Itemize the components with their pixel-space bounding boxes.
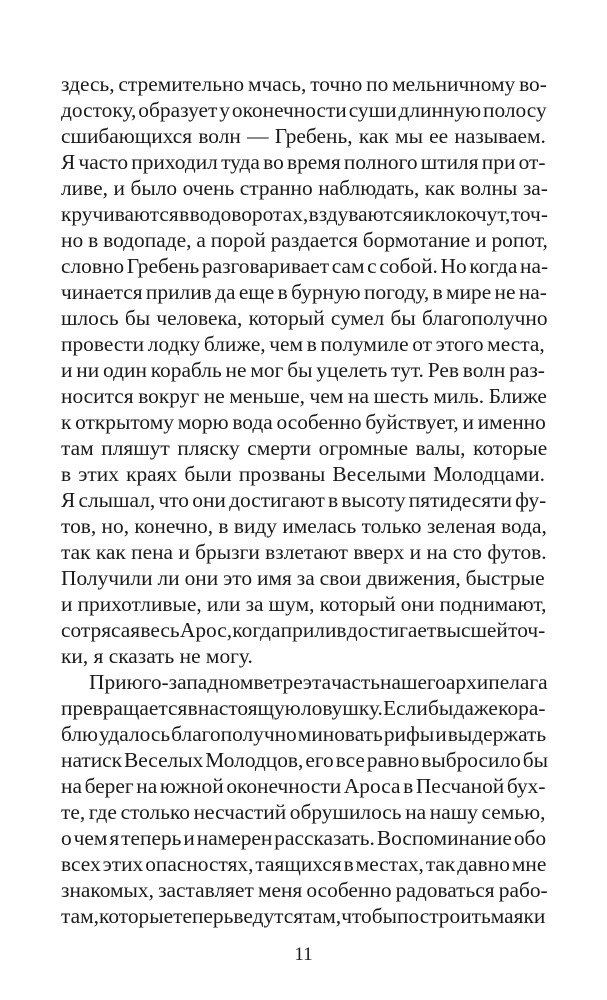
text-line: превращается в настоящую ловушку. Если бы даже кора-	[61, 696, 546, 720]
text-line: там, которые теперь ведутся там, чтобы построить маяки	[61, 904, 546, 928]
text-line: При юго-западном ветре эта часть нашего архипелага	[89, 670, 548, 694]
text-line: ки, я сказать не могу.	[61, 644, 253, 668]
text-line: так как пена и брызги взлетают вверх и на сто футов.	[61, 540, 547, 564]
text-line: сшибающихся волн — Гребень, как мы ее называем.	[61, 124, 546, 148]
text-line: и ни один корабль не мог бы уцелеть тут. Рев волн раз-	[61, 358, 545, 382]
text-line: здесь, стремительно мчась, точно по мельничному во-	[61, 72, 547, 96]
text-line: словно Гребень разговаривает сам с собой. Но когда на-	[61, 254, 549, 278]
text-line: Я часто приходил туда во время полного штиля при от-	[61, 150, 546, 174]
text-line: на берег на южной оконечности Ароса в Песчаной бух-	[61, 774, 546, 798]
text-line: достоку, образует у оконечности суши длинную полосу	[61, 98, 547, 122]
text-line: Я слышал, что они достигают в высоту пятидесяти фу-	[61, 488, 547, 512]
text-line: там пляшут пляску смерти огромные валы, которые	[61, 436, 548, 460]
text-line: кручиваются в водоворотах, вздуваются и клокочут, точ-	[61, 202, 548, 226]
text-line: но в водопаде, а порой раздается бормотание и ропот,	[61, 228, 548, 252]
text-line: блю удалось благополучно миновать рифы и выдержать	[61, 722, 547, 746]
text-line: те, где столько несчастий обрушилось на нашу семью,	[61, 800, 546, 824]
text-line: натиск Веселых Молодцов, его все равно выбросило бы	[61, 748, 549, 772]
text-line: к открытому морю вода особенно буйствует, и именно	[61, 410, 546, 434]
text-line: и прихотливые, или за шум, который они поднимают,	[61, 592, 547, 616]
text-line: тов, но, конечно, в виду имелась только зеленая вода,	[61, 514, 547, 538]
text-line: в этих краях были прозваны Веселыми Молодцами.	[61, 462, 545, 486]
text-line: сотрясая весь Арос, когда прилив достигает высшей точ-	[61, 618, 546, 642]
text-line: чинается прилив да еще в бурную погоду, в мире не на-	[61, 280, 547, 304]
text-line: знакомых, заставляет меня особенно радоваться рабо-	[61, 878, 548, 902]
text-line: Получили ли они это имя за свои движения, быстрые	[61, 566, 545, 590]
text-line: о чем я теперь и намерен рассказать. Воспоминание обо	[61, 826, 547, 850]
text-line: носится вокруг не меньше, чем на шесть миль. Ближе	[61, 384, 547, 408]
text-line: провести лодку ближе, чем в полумиле от этого места,	[61, 332, 545, 356]
text-line: шлось бы человека, который сумел бы благополучно	[61, 306, 548, 330]
text-line: всех этих опасностях, таящихся в местах, так давно мне	[61, 852, 547, 876]
text-line: ливе, и было очень странно наблюдать, как волны за-	[61, 176, 548, 200]
page-number: 11	[294, 944, 313, 965]
